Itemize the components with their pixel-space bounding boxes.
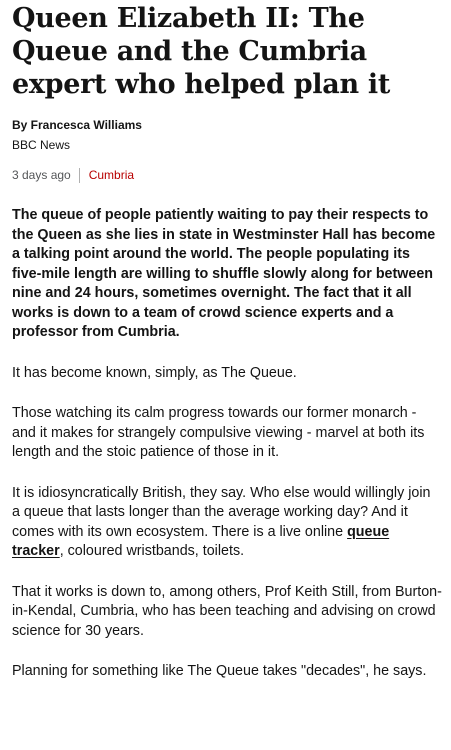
paragraph-3-text-end: , coloured wristbands, toilets. [59,543,245,559]
paragraph-3-text-start: It is idiosyncratically British, they say. Who else would willingly join a queue that lasts longer than the average working day? And it comes with its own ecosystem. There is a live online [12,484,431,540]
article-body [12,206,442,682]
meta-divider [79,168,80,183]
paragraph-2: Those watching its calm progress towards our former monarch - and it makes for strangely compulsive viewing - marvel at both its length and the stoic patience of those in it. [12,405,425,460]
publish-time: 3 days ago [12,168,71,182]
article-headline: Queen Elizabeth II: The Queue and the Cumbria expert who helped plan it [12,3,391,100]
paragraph-1: It has become known, simply, as The Queue. [12,364,297,381]
paragraph-5: Planning for something like The Queue takes "decades", he says. [12,663,427,679]
byline [12,117,442,154]
article-meta [12,167,442,184]
article [12,0,442,682]
byline-author: By Francesca Williams [12,118,142,132]
paragraph-3 [12,484,442,562]
byline-source: BBC News [12,138,71,152]
queue-tracker-link[interactable]: queue tracker [12,523,390,559]
paragraph-4: That it works is down to, among others, Prof Keith Still, from Burton-in-Kendal, Cumbria, who has been teaching and advising on crowd science for 30 years. [12,583,442,639]
topic-link-cumbria[interactable]: Cumbria [88,168,135,182]
article-lead: The queue of people patiently waiting to pay their respects to the Queen as she lies in state in Westminster Hall has become a talking point around the world. The people populating its five-mile length are willing to shuffle slowly along for between nine and 24 hours, sometimes overnight. The fact that it all works is down to a team of crowd science experts and a professor from Cumbria. [12,207,436,340]
